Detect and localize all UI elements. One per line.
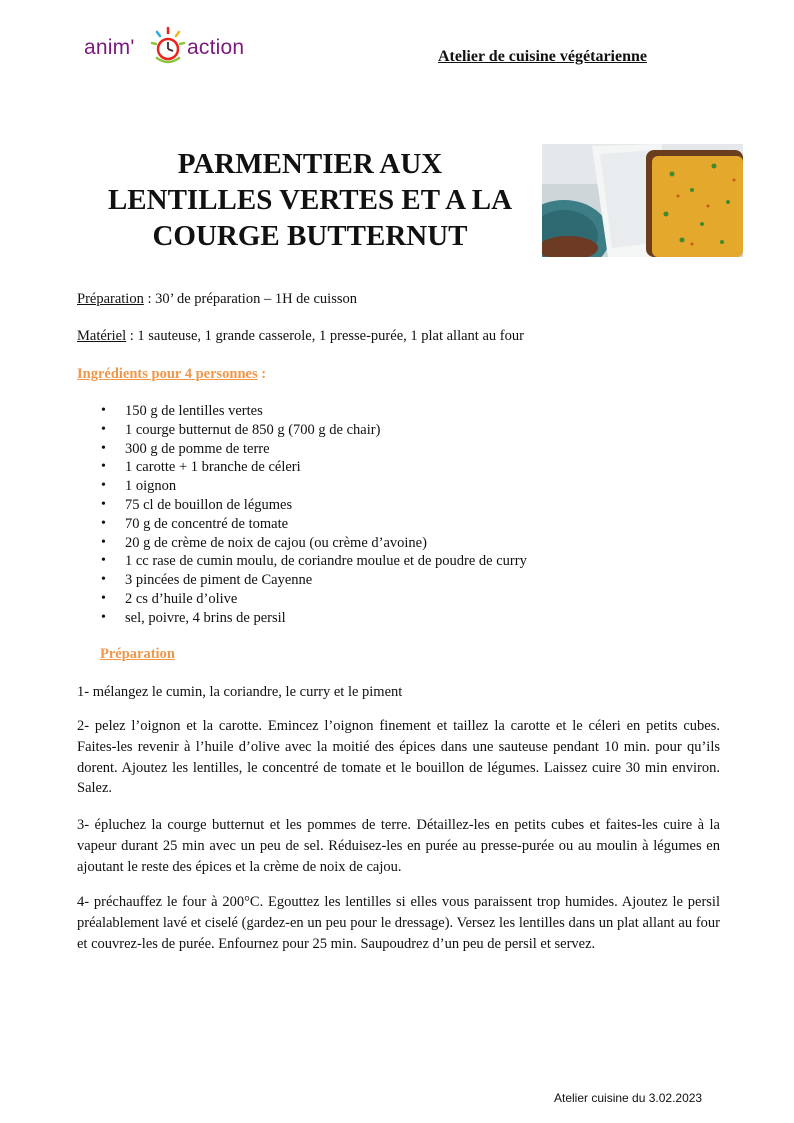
step-1: 1- mélangez le cumin, la coriandre, le curry et le piment [77,684,403,700]
list-item: • 3 pincées de piment de Cayenne [77,571,527,590]
list-item: • sel, poivre, 4 brins de persil [77,609,527,628]
step-3: 3- épluchez la courge butternut et les pommes de terre. Détaillez-les en petits cubes et faites-les cuire à la vapeur durant 25 min avec un peu de sel. Réduisez-les en purée au presse-purée ou au moulin à légumes en ajoutant le reste des épices et la crème de noix de cajou. [77,817,720,875]
ingredients-heading [77,366,266,383]
list-item: • 1 carotte + 1 branche de céleri [77,458,527,477]
recipe-title-line: COURGE BUTTERNUT [152,220,468,252]
logo-clock-icon [148,26,188,66]
list-item: • 300 g de pomme de terre [77,440,527,459]
ingredients-heading-label: Ingrédients pour 4 personnes [77,366,258,382]
list-item: • 150 g de lentilles vertes [77,402,527,421]
recipe-title-line: PARMENTIER AUX [177,148,443,180]
footer-date: Atelier cuisine du 3.02.2023 [554,1091,703,1105]
ingredients-heading-suffix: : [257,366,267,382]
list-item: • 1 cc rase de cumin moulu, de coriandre moulue et de poudre de curry [77,552,527,571]
steps-heading: Préparation [100,646,175,662]
materiel-label: Matériel [77,328,127,344]
workshop-title: Atelier de cuisine végétarienne [438,48,647,65]
ingredients-list [77,402,527,628]
preparation-time-value: : 30’ de préparation – 1H de cuisson [143,291,357,307]
preparation-time-label: Préparation [77,291,144,307]
materiel-value: : 1 sauteuse, 1 grande casserole, 1 presse-purée, 1 plat allant au four [126,328,524,344]
list-item: • 20 g de crème de noix de cajou (ou crème d’avoine) [77,534,527,553]
list-item: • 70 g de concentré de tomate [77,515,527,534]
step-4: 4- préchauffez le four à 200°C. Egouttez les lentilles si elles vous paraissent trop humides. Ajoutez le persil préalablement lavé et ciselé (gardez-en un peu pour le dressage). Versez les lentilles dans un plat allant au four et couvrez-les de purée. Enfournez pour 25 min. Saupoudrez d’un peu de persil et servez. [77,894,720,952]
list-item: • 75 cl de bouillon de légumes [77,496,527,515]
list-item: • 2 cs d’huile d’olive [77,590,527,609]
list-item: • 1 courge butternut de 850 g (700 g de chair) [77,421,527,440]
step-2: 2- pelez l’oignon et la carotte. Emincez l’oignon finement et taillez la carotte et le céleri en petits cubes. Faites-les revenir à l’huile d’olive avec la moitié des épices dans une sauteuse pendant 10 min. pour qu’ils dorent. Ajoutez les lentilles, le concentré de tomate et le bouillon de légumes. Laissez cuire 30 min environ. Salez. [77,718,720,797]
logo-text-anim: anim' [84,36,135,59]
logo-text-action: action [187,36,245,59]
list-item: • 1 oignon [77,477,527,496]
dish-photo [542,144,743,257]
logo [84,26,254,66]
preparation-time [77,291,357,308]
recipe-title [78,146,542,254]
recipe-title-line: LENTILLES VERTES ET A LA [107,184,513,216]
materiel [77,328,524,345]
